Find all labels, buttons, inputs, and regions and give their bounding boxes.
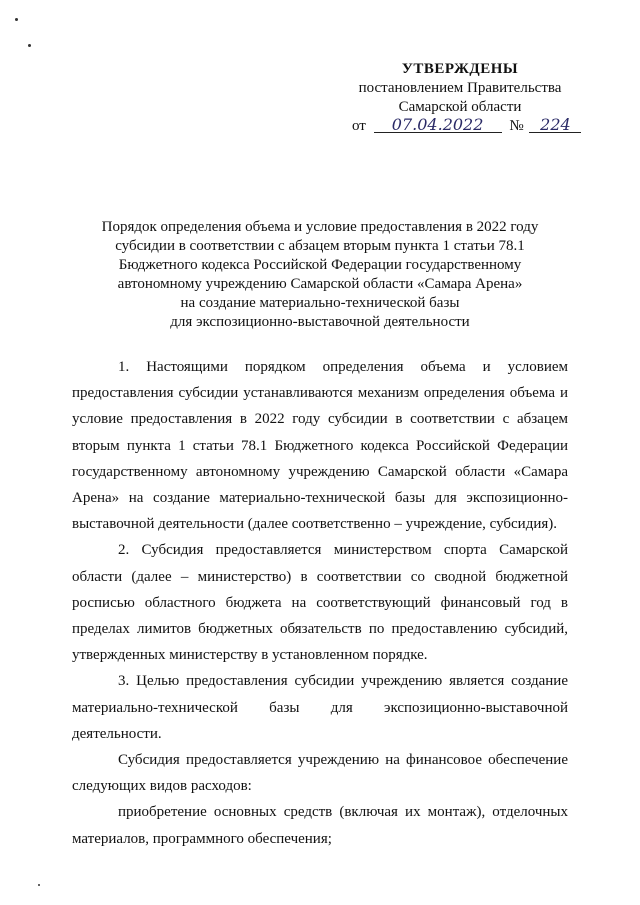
approval-line: Самарской области <box>398 99 522 115</box>
approval-date-row <box>340 117 580 136</box>
document-body <box>72 354 568 852</box>
handwritten-date: 07.04.2022 <box>374 117 502 133</box>
date-prefix: от <box>352 118 366 134</box>
title-line: для экспозиционно-выставочной деятельности <box>170 314 470 330</box>
title-line: на создание материально-технической базы <box>180 295 460 311</box>
scan-speck <box>28 44 31 47</box>
paragraph: Субсидия предоставляется учреждению на финансовое обеспечение следующих видов расходов: <box>72 752 568 795</box>
paragraph: 2. Субсидия предоставляется министерством спорта Самарской области (далее – министерство) в соответствии со сводной бюджетной росписью областного бюджета на соответствующий финансовый год в пределах лимитов бюджетных обязательств по предоставлению субсидий, утвержденных министерству в установленном порядке. <box>72 542 568 664</box>
approval-title: УТВЕРЖДЕНЫ <box>401 61 519 77</box>
scan-speck <box>15 18 18 21</box>
handwritten-number: 224 <box>529 117 581 133</box>
approval-stamp-block <box>340 60 580 136</box>
number-prefix: № <box>509 118 524 134</box>
title-line: автономному учреждению Самарской области «Самара Арена» <box>117 276 523 292</box>
scan-speck <box>38 884 40 886</box>
paragraph: 1. Настоящими порядком определения объема и условием предоставления субсидии устанавливаются механизм определения объема и условие предоставления в 2022 году субсидии в соответствии с абзацем вторым пункта 1 статьи 78.1 Бюджетного кодекса Российской Федерации государственному автономному учреждению Самарской области «Самара Арена» на создание материально-технической базы для экспозиционно-выставочной деятельности (далее соответственно – учреждение, субсидия). <box>72 359 568 533</box>
title-line: Бюджетного кодекса Российской Федерации государственному <box>118 257 522 273</box>
title-line: Порядок определения объема и условие предоставления в 2022 году <box>101 219 539 235</box>
title-line: субсидии в соответствии с абзацем вторым пункта 1 статьи 78.1 <box>115 238 525 254</box>
document-title <box>70 218 570 332</box>
approval-line: постановлением Правительства <box>358 80 562 96</box>
paragraph: 3. Целью предоставления субсидии учреждению является создание материально-технической базы для экспозиционно-выставочной деятельности. <box>72 673 568 742</box>
paragraph: приобретение основных средств (включая их монтаж), отделочных материалов, программного обеспечения; <box>72 804 568 847</box>
